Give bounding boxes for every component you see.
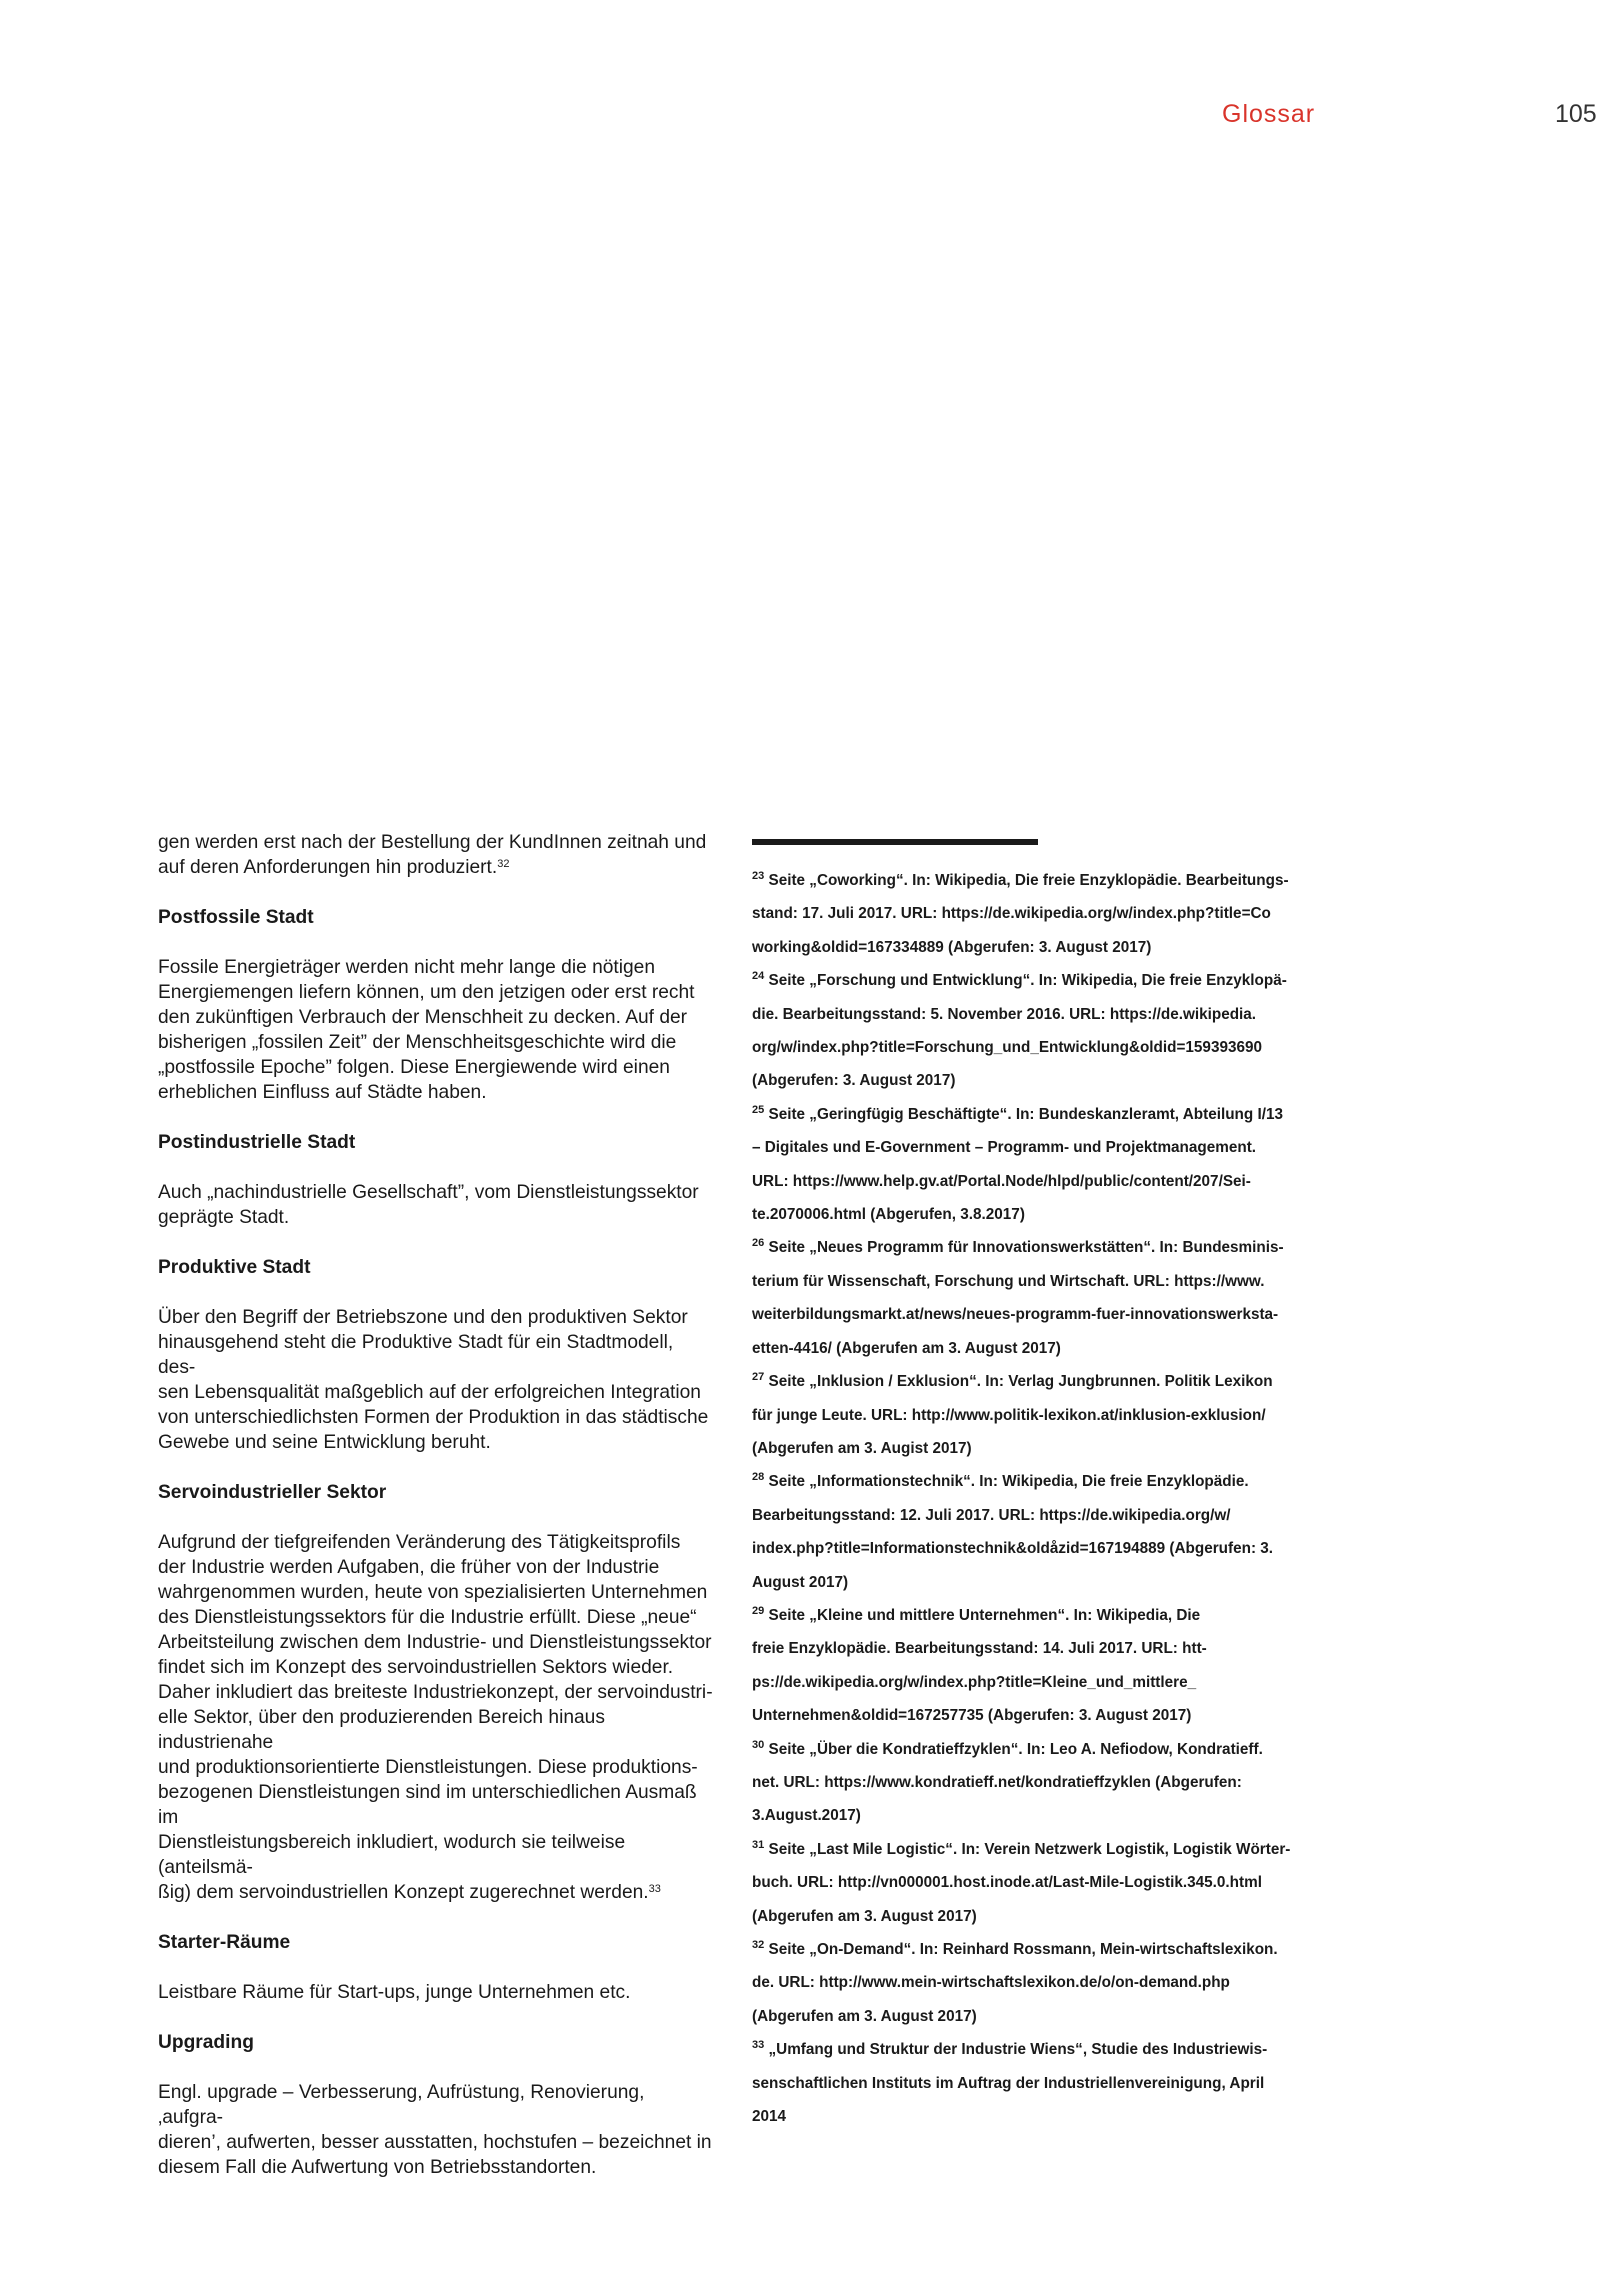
footnote-line: Unternehmen&oldid=167257735 (Abgerufen: 3. August 2017) bbox=[752, 1707, 1192, 1725]
footnote-number: 31 bbox=[752, 1838, 765, 1851]
footnote-line: Seite „Über die Kondratieffzyklen“. In: Leo A. Nefiodow, Kondratieff. bbox=[768, 1740, 1263, 1758]
definition-line: von unterschiedlichsten Formen der Produktion in das städtische bbox=[158, 1407, 709, 1428]
footnote-line: August 2017) bbox=[752, 1573, 849, 1591]
glossary-entries bbox=[158, 905, 713, 2180]
footnote bbox=[752, 964, 1312, 1098]
footnote-line: Seite „Coworking“. In: Wikipedia, Die freie Enzyklopädie. Bearbeitungs- bbox=[768, 872, 1289, 889]
footnote-line: senschaftlichen Instituts im Auftrag der Industriellenvereinigung, April bbox=[752, 2074, 1265, 2092]
footnote-line: für junge Leute. URL: http://www.politik-lexikon.at/inklusion-exklusion/ bbox=[752, 1406, 1266, 1424]
footnote-line: (Abgerufen am 3. August 2017) bbox=[752, 2007, 977, 2025]
footnote-line: Seite „Kleine und mittlere Unternehmen“. In: Wikipedia, Die bbox=[768, 1606, 1201, 1624]
footnote-line: Seite „Inklusion / Exklusion“. In: Verlag Jungbrunnen. Politik Lexikon bbox=[768, 1373, 1273, 1391]
footnote-line: (Abgerufen am 3. Augist 2017) bbox=[752, 1439, 972, 1457]
footnote-number: 23 bbox=[752, 870, 765, 882]
glossary-definition bbox=[158, 2080, 713, 2180]
footnote-number: 32 bbox=[752, 1939, 765, 1951]
footnote-line: Seite „Neues Programm für Innovationswerkstätten“. In: Bundesminis- bbox=[768, 1239, 1284, 1257]
footnote-line: working&oldid=167334889 (Abgerufen: 3. August 2017) bbox=[752, 938, 1152, 956]
footnote bbox=[752, 1365, 1312, 1465]
footnote bbox=[752, 1599, 1312, 1733]
footnote bbox=[752, 2033, 1312, 2133]
footnote bbox=[752, 1833, 1312, 1933]
glossary-column bbox=[158, 830, 713, 2205]
definition-line: Engl. upgrade – Verbesserung, Aufrüstung, Renovierung, ‚aufgra- bbox=[158, 2082, 645, 2128]
definition-line: sen Lebensqualität maßgeblich auf der erfolgreichen Integration bbox=[158, 1382, 701, 1403]
footnote-line: org/w/index.php?title=Forschung_und_Entwicklung&oldid=159393690 bbox=[752, 1039, 1262, 1057]
footnote-line: (Abgerufen am 3. August 2017) bbox=[752, 1907, 977, 1925]
footnote-line: Seite „Informationstechnik“. In: Wikipedia, Die freie Enzyklopädie. bbox=[768, 1473, 1249, 1491]
definition-line: Daher inkludiert das breiteste Industriekonzept, der servoindustri- bbox=[158, 1682, 713, 1703]
definition-line: bezogenen Dienstleistungen sind im unterschiedlichen Ausmaß im bbox=[158, 1782, 697, 1828]
definition-line: hinausgehend steht die Produktive Stadt für ein Stadtmodell, des- bbox=[158, 1332, 674, 1378]
glossary-term: Postfossile Stadt bbox=[158, 907, 314, 928]
footnote-line: ps://de.wikipedia.org/w/index.php?title=Kleine_und_mittlere_ bbox=[752, 1673, 1197, 1691]
footnote-number: 28 bbox=[752, 1471, 765, 1484]
definition-line: ßig) dem servoindustriellen Konzept zugerechnet werden. bbox=[158, 1882, 649, 1903]
footnote-line: 2014 bbox=[752, 2108, 787, 2126]
glossary-term: Postindustrielle Stadt bbox=[158, 1132, 356, 1153]
footnote-line: etten-4416/ (Abgerufen am 3. August 2017) bbox=[752, 1339, 1061, 1357]
footnote-number: 29 bbox=[752, 1604, 765, 1617]
glossary-term: Produktive Stadt bbox=[158, 1257, 311, 1278]
definition-line: den zukünftigen Verbrauch der Menschheit zu decken. Auf der bbox=[158, 1007, 688, 1028]
footnote-line: de. URL: http://www.mein-wirtschaftslexikon.de/o/on-demand.php bbox=[752, 1974, 1230, 1992]
definition-line: Leistbare Räume für Start-ups, junge Unternehmen etc. bbox=[158, 1982, 631, 2003]
definition-line: Dienstleistungsbereich inkludiert, wodurch sie teilweise (anteilsmä- bbox=[158, 1832, 626, 1878]
definition-line: der Industrie werden Aufgaben, die früher von der Industrie bbox=[158, 1557, 660, 1578]
footnote-line: (Abgerufen: 3. August 2017) bbox=[752, 1072, 956, 1090]
footnote bbox=[752, 1231, 1312, 1365]
definition-line: wahrgenommen wurden, heute von spezialisierten Unternehmen bbox=[158, 1582, 708, 1603]
definition-line: findet sich im Konzept des servoindustriellen Sektors wieder. bbox=[158, 1657, 674, 1678]
footnote-line: – Digitales und E-Government – Programm- und Projektmanagement. bbox=[752, 1139, 1257, 1157]
footnote-line: index.php?title=Informationstechnik&oldåzid=167194889 (Abgerufen: 3. bbox=[752, 1540, 1274, 1558]
definition-line: Energiemengen liefern können, um den jetzigen oder erst recht bbox=[158, 982, 695, 1003]
glossary-definition bbox=[158, 1180, 713, 1230]
footnote-line: stand: 17. Juli 2017. URL: https://de.wikipedia.org/w/index.php?title=Co bbox=[752, 905, 1271, 923]
footnote-line: te.2070006.html (Abgerufen, 3.8.2017) bbox=[752, 1206, 1025, 1224]
definition-line: Über den Begriff der Betriebszone und den produktiven Sektor bbox=[158, 1307, 688, 1328]
footnote-number: 33 bbox=[752, 2039, 765, 2052]
definition-line: geprägte Stadt. bbox=[158, 1207, 290, 1228]
definition-line: Aufgrund der tiefgreifenden Veränderung des Tätigkeitsprofils bbox=[158, 1532, 681, 1553]
footnote bbox=[752, 1465, 1312, 1599]
definition-line: diesem Fall die Aufwertung von Betriebsstandorten. bbox=[158, 2157, 597, 2178]
footnote-line: die. Bearbeitungsstand: 5. November 2016. URL: https://de.wikipedia. bbox=[752, 1005, 1257, 1023]
footnote-number: 25 bbox=[752, 1103, 765, 1116]
definition-line: erheblichen Einfluss auf Städte haben. bbox=[158, 1082, 487, 1103]
intro-paragraph bbox=[158, 830, 713, 880]
glossary-definition bbox=[158, 1305, 713, 1455]
footnote-line: Seite „Geringfügig Beschäftigte“. In: Bundeskanzleramt, Abteilung I/13 bbox=[768, 1105, 1284, 1123]
footnote-line: terium für Wissenschaft, Forschung und Wirtschaft. URL: https://www. bbox=[752, 1272, 1265, 1290]
footnote bbox=[752, 1733, 1312, 1833]
footnote-line: net. URL: https://www.kondratieff.net/kondratieffzyklen (Abgerufen: bbox=[752, 1773, 1242, 1791]
definition-line: elle Sektor, über den produzierenden Bereich hinaus industrienahe bbox=[158, 1707, 605, 1753]
definition-line: Auch „nachindustrielle Gesellschaft”, vom Dienstleistungssektor bbox=[158, 1182, 699, 1203]
intro-line: auf deren Anforderungen hin produziert. bbox=[158, 857, 498, 878]
page-number: 105 bbox=[1555, 100, 1597, 128]
footnote bbox=[752, 864, 1312, 964]
intro-line: gen werden erst nach der Bestellung der KundInnen zeitnah und bbox=[158, 832, 707, 853]
footnote-line: freie Enzyklopädie. Bearbeitungsstand: 14. Juli 2017. URL: htt- bbox=[752, 1640, 1207, 1658]
glossary-definition bbox=[158, 1980, 713, 2005]
footnote-number: 30 bbox=[752, 1738, 765, 1751]
glossary-definition bbox=[158, 1530, 713, 1905]
section-title: Glossar bbox=[1222, 100, 1316, 128]
footnote-ref: 33 bbox=[648, 1883, 661, 1895]
definition-line: bisherigen „fossilen Zeit” der Menschheitsgeschichte wird die bbox=[158, 1032, 677, 1053]
footnote-line: Bearbeitungsstand: 12. Juli 2017. URL: https://de.wikipedia.org/w/ bbox=[752, 1506, 1231, 1524]
footnote-line: Seite „On-Demand“. In: Reinhard Rossmann, Mein-wirtschaftslexikon. bbox=[768, 1941, 1278, 1958]
footnote bbox=[752, 1098, 1312, 1232]
definition-line: des Dienstleistungssektors für die Industrie erfüllt. Diese „neue“ bbox=[158, 1607, 697, 1628]
footnote-number: 26 bbox=[752, 1237, 765, 1250]
footnote-line: „Umfang und Struktur der Industrie Wiens“, Studie des Industriewis- bbox=[768, 2041, 1268, 2059]
footnote-line: Seite „Last Mile Logistic“. In: Verein Netzwerk Logistik, Logistik Wörter- bbox=[768, 1840, 1291, 1858]
footnote-number: 27 bbox=[752, 1371, 765, 1384]
footnote-line: buch. URL: http://vn000001.host.inode.at/Last-Mile-Logistik.345.0.html bbox=[752, 1874, 1262, 1892]
footnotes-column bbox=[752, 864, 1312, 2133]
footnote-number: 24 bbox=[752, 970, 765, 983]
footnote-ref: 32 bbox=[497, 858, 510, 870]
glossary-term: Upgrading bbox=[158, 2032, 254, 2053]
footnote-line: weiterbildungsmarkt.at/news/neues-programm-fuer-innovationswerksta- bbox=[752, 1306, 1279, 1324]
definition-line: dieren’, aufwerten, besser ausstatten, hochstufen – bezeichnet in bbox=[158, 2132, 712, 2153]
definition-line: und produktionsorientierte Dienstleistungen. Diese produktions- bbox=[158, 1757, 698, 1778]
footnote-line: Seite „Forschung und Entwicklung“. In: Wikipedia, Die freie Enzyklopä- bbox=[768, 972, 1287, 990]
footnote bbox=[752, 1933, 1312, 2033]
glossary-definition bbox=[158, 955, 713, 1105]
glossary-term: Starter-Räume bbox=[158, 1932, 291, 1953]
definition-line: Fossile Energieträger werden nicht mehr lange die nötigen bbox=[158, 957, 656, 978]
definition-line: Gewebe und seine Entwicklung beruht. bbox=[158, 1432, 491, 1453]
footnote-line: URL: https://www.help.gv.at/Portal.Node/hlpd/public/content/207/Sei- bbox=[752, 1172, 1251, 1190]
footnote-separator bbox=[752, 839, 1038, 845]
definition-line: Arbeitsteilung zwischen dem Industrie- und Dienstleistungssektor bbox=[158, 1632, 712, 1653]
glossary-term: Servoindustrieller Sektor bbox=[158, 1482, 387, 1503]
definition-line: „postfossile Epoche” folgen. Diese Energiewende wird einen bbox=[158, 1057, 670, 1078]
footnote-line: 3.August.2017) bbox=[752, 1807, 861, 1825]
